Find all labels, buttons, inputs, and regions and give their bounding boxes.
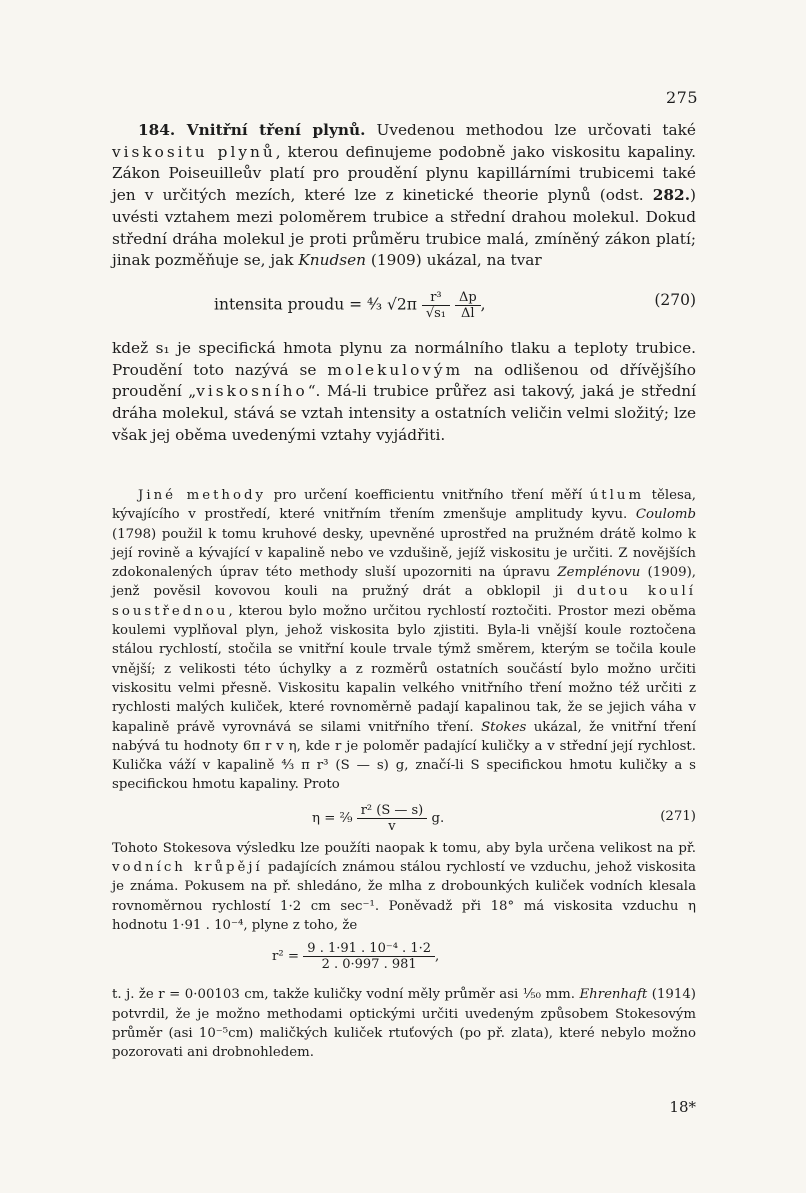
text-run: (1909), jenž pověsil kovovou kouli na pružný drát a obklopil ji (112, 565, 696, 600)
denominator: Δl (461, 305, 475, 321)
denominator: v (388, 818, 396, 834)
equation-lhs: η = ²⁄₉ (312, 810, 353, 826)
spaced-term: vodních krůpějí (112, 860, 263, 876)
equation-body (272, 941, 439, 972)
author-name: Coulomb (635, 507, 696, 523)
text-run: tělesa, kývajícího v prostředí, které vnitřním třením zmenšuje amplitudy kyvu. (112, 488, 696, 523)
fraction-radius (303, 941, 435, 972)
fraction-stokes (357, 803, 428, 834)
numerator: 9 . 1·91 . 10⁻⁴ . 1·2 (303, 941, 435, 957)
text-run: (1914) potvrdil, že je možno methodami optickými určiti uvedeným způsobem Stokesovým průměr (asi 10⁻⁵cm) maličkých kuliček rtuťových (po př. zlata), které nebylo možno pozorovati ani drobnohledem. (112, 987, 696, 1061)
equation-tail: , (480, 295, 486, 314)
paragraph-droplets (112, 839, 696, 935)
denominator: 2 . 0·997 . 981 (321, 957, 417, 973)
main-text (112, 120, 696, 446)
text-run: t. j. že r = 0·00103 cm, takže kuličky vodní měly průměr asi ¹⁄₅₀ mm. (112, 987, 580, 1003)
paragraph-other-methods (112, 486, 696, 795)
denominator: √s₁ (425, 305, 447, 321)
equation-radius (112, 935, 696, 985)
paragraph-molecular-flow (112, 338, 696, 447)
text-run: (1909) ukázal, na tvar (366, 251, 542, 270)
numerator: r² (S — s) (357, 803, 428, 819)
equation-body (214, 290, 486, 321)
equation-body (312, 803, 444, 834)
numerator: Δp (455, 290, 481, 306)
spaced-term: Jiné methody (138, 488, 267, 503)
author-name: Ehrenhaft (579, 987, 648, 1003)
equation-tail: g. (431, 810, 445, 826)
text-run: “. Má-li trubice průřez asi takový, jaká je střední dráha molekul, stává se vztah intensity a ostatních veličin velmi složitý; lze však jej oběma uvedenými vztahy vyjádřiti. (112, 382, 696, 444)
equation-270 (112, 276, 696, 332)
author-name: Knudsen (298, 251, 367, 270)
text-run: kdež s₁ je specifická hmota plynu za normálního tlaku a teploty trubice. Proudění toto nazývá se (112, 338, 696, 379)
author-name: Stokes (481, 719, 527, 735)
numerator: r³ (422, 290, 450, 306)
equation-271 (112, 795, 696, 839)
paragraph-intro (112, 120, 696, 272)
author-name: Zemplénovu (557, 565, 641, 581)
equation-tail: , (435, 949, 440, 965)
spaced-term: viskosního (196, 382, 308, 401)
spaced-term: dutou koulí soustřednou (112, 584, 696, 619)
fraction-r3-over-s1 (422, 290, 450, 321)
spaced-term: viskositu plynů (112, 142, 276, 161)
text-run: pro určení koefficientu vnitřního tření měří (266, 488, 590, 503)
fraction-dp-over-dl (455, 290, 481, 321)
signature-mark: 18* (669, 1098, 696, 1116)
paragraph-ehrenhaft (112, 985, 696, 1062)
spaced-term: útlum (589, 488, 645, 503)
text-run: ukázal, že vnitřní tření nabývá tu hodnoty 6π r v η, kde r je poloměr padající kuličky a v střední její rychlost. Kulička váží v kapalině ⁴⁄₃ π r³ (S — s) g, značí-li S specifickou hmotu kuličky a s specifickou hmotu kapaliny. Proto (112, 719, 696, 793)
equation-number: (270) (654, 290, 696, 309)
equation-coefficient: ⁴⁄₃ √2π (367, 295, 417, 314)
spaced-term: molekulovým (327, 360, 464, 379)
page-number: 275 (665, 88, 698, 107)
equation-lhs: intensita proudu = (214, 295, 368, 314)
equation-number: (271) (660, 808, 696, 824)
text-run: na odlišenou od dřívějšího proudění „ (112, 360, 696, 401)
small-print-section (112, 486, 696, 1062)
cross-reference: 282. (652, 186, 691, 205)
text-run: Uvedenou methodou lze určovati také (365, 121, 696, 139)
text-run: padajících známou stálou rychlostí ve vzduchu, jehož viskosita je známa. Pokusem na př. shledáno, že mlha z drobounkých kuliček vodních klesala rovnoměrnou rychlostí 1·2 cm sec⁻¹. Poněvadž při 18° má viskosita vzduchu η hodnotu 1·91 . 10⁻⁴, plyne z toho, že (112, 860, 696, 933)
text-run: (1798) použil k tomu kruhové desky, upevněné uprostřed na pružném drátě kolmo k její rovině a kývající v kapalině nebo ve vzdušině, jejíž viskositu je určiti. Z novějších zdokonalených úprav této methody sluší upozorniti na úpravu (112, 526, 696, 581)
equation-lhs: r² = (272, 949, 304, 965)
text-run: Tohoto Stokesova výsledku lze použíti naopak k tomu, aby byla určena velikost na př. (112, 840, 696, 856)
section-title: 184. Vnitřní tření plynů. (138, 121, 366, 139)
text-run: , kterou bylo možno určitou rychlostí roztočiti. Prostor mezi oběma koulemi vyplňoval plyn, jehož viskosita bylo zjistiti. Byla-li vnější koule roztočena stálou rychlostí, stočila se vnitřní koule trvale týmž směrem, kterým se točila koule vnější; z velikosti této úchylky a z rozměrů ostatních součástí bylo možno určiti viskositu velmi přesně. Viskositu kapalin velkého vnitřního tření možno též určiti z rychlosti malých kuliček, které rovnoměrně padají kapalinou tak, že se jejich váha v kapalině právě vyrovnává se silami vnitřního tření. (112, 603, 696, 735)
text-run: , kterou definujeme podobně jako viskositu kapaliny. Zákon Poiseuilleův platí pro proudění plynu kapillárními trubicemi také jen v určitých mezích, které lze z kinetické theorie plynů (odst. (112, 142, 697, 205)
text-run: ) uvésti vztahem mezi poloměrem trubice a střední drahou molekul. Dokud střední dráha molekul je proti průměru trubice malá, zmíněný zákon platí; jinak pozměňuje se, jak (112, 186, 696, 270)
